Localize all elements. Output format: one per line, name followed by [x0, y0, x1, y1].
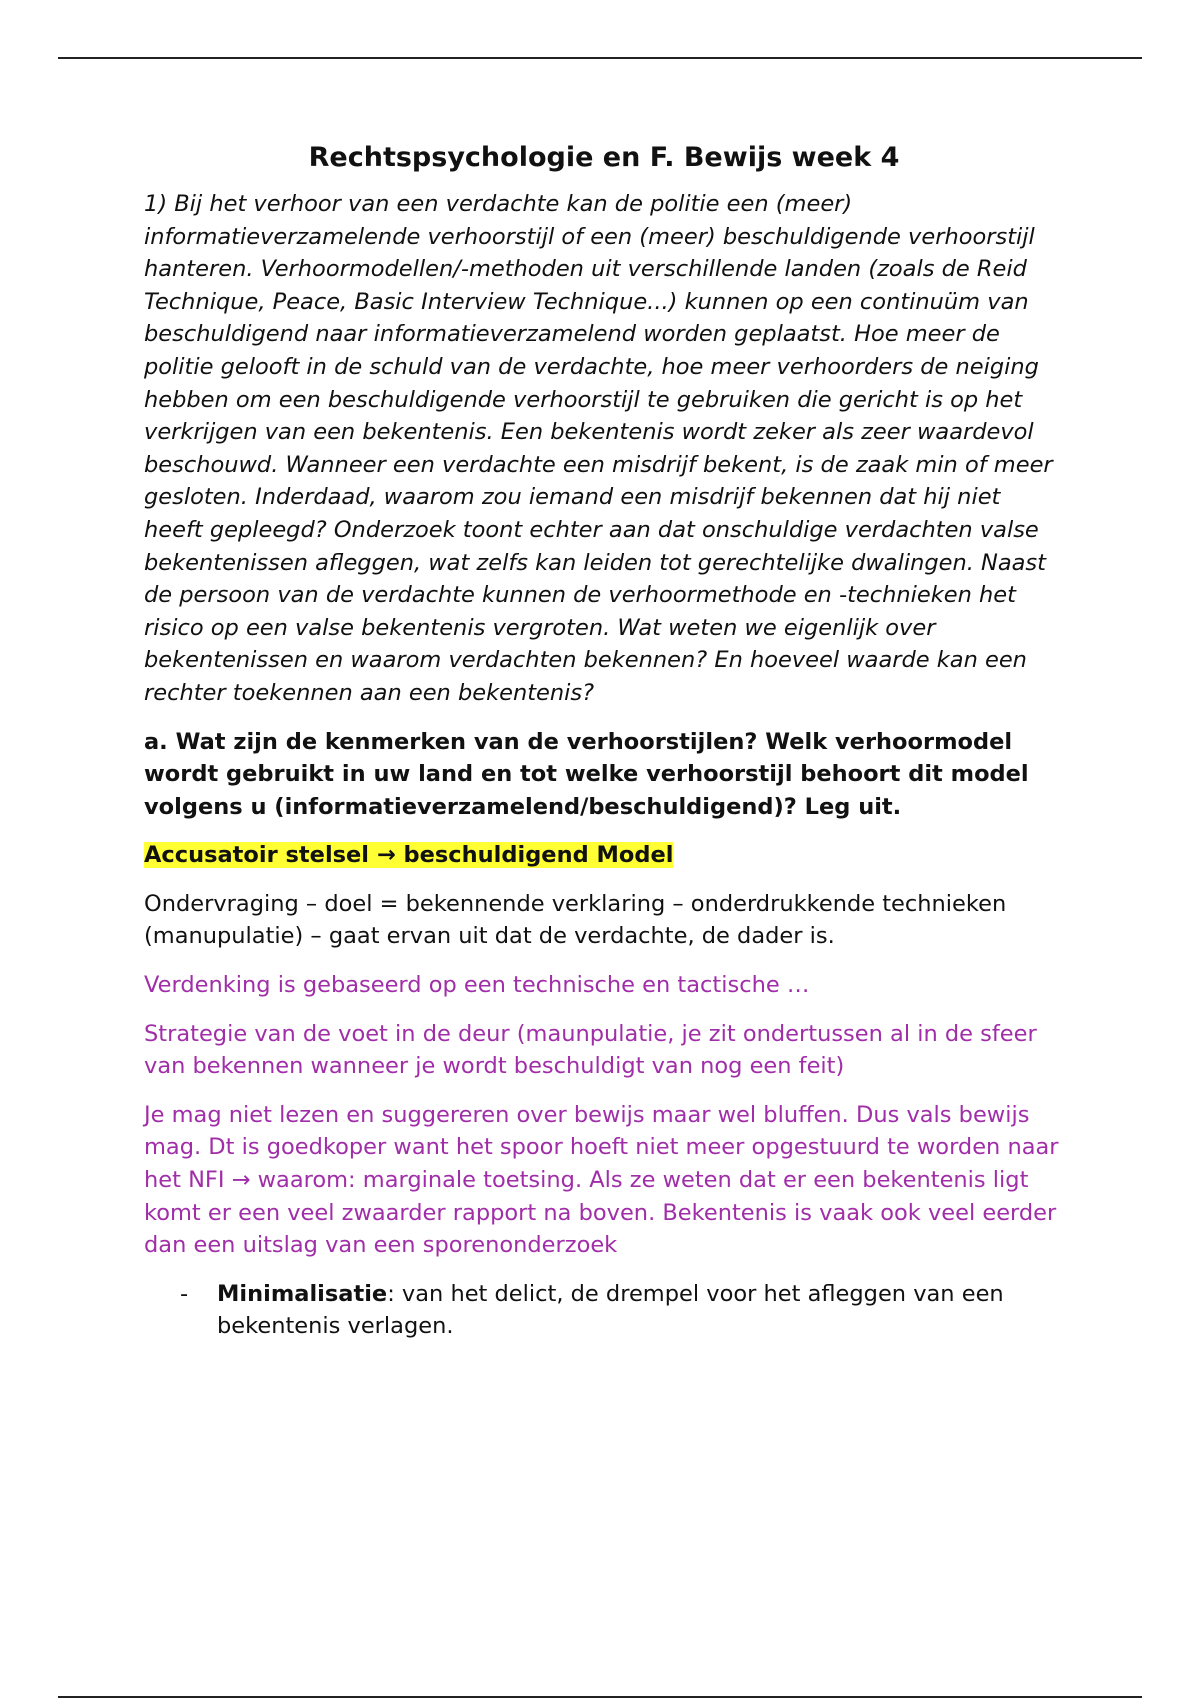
- highlight-text: Accusatoir stelsel → beschuldigend Model: [144, 842, 674, 869]
- question-a: a. Wat zijn de kenmerken van de verhoorstijlen? Welk verhoormodel wordt gebruikt in uw land en tot welke verhoorstijl behoort dit model volgens u (informatieverzamelend/beschuldigend)? Leg uit.: [144, 728, 1029, 820]
- list-item-term: Minimalisatie: [217, 1280, 388, 1307]
- purple-paragraph-verdenking: Verdenking is gebaseerd op een technische en tactische …: [144, 972, 810, 999]
- bullet-list: [144, 1278, 1064, 1343]
- list-bullet: -: [180, 1280, 189, 1307]
- purple-paragraph-bewijs: Je mag niet lezen en suggereren over bewijs maar wel bluffen. Dus vals bewijs mag. Dt is goedkoper want het spoor hoeft niet meer opgestuurd te worden naar het NFI → waarom: marginale toetsing. Als ze weten dat er een bekentenis ligt komt er een veel zwaarder rapport na boven. Bekentenis is vaak ook veel eerder dan een uitslag van een sporenonderzoek: [144, 1101, 1059, 1259]
- list-item-text: : van het delict, de drempel voor het afleggen van een bekentenis verlagen.: [217, 1280, 1004, 1340]
- highlighted-heading: [144, 839, 1064, 872]
- purple-paragraph-strategie: Strategie van de voet in de deur (maunpulatie, je zit ondertussen al in de sfeer van bekennen wanneer je wordt beschuldigt van nog een feit): [144, 1020, 1037, 1080]
- document-body: [144, 140, 1064, 1343]
- paragraph-ondervraging: Ondervraging – doel = bekennende verklaring – onderdrukkende technieken (manupulatie) – gaat ervan uit dat de verdachte, de dader is.: [144, 890, 1007, 950]
- top-rule: [58, 57, 1142, 59]
- list-item: [144, 1278, 1064, 1343]
- document-title: Rechtspsychologie en F. Bewijs week 4: [308, 142, 900, 173]
- intro-paragraph: 1) Bij het verhoor van een verdachte kan de politie een (meer) informatieverzamelende verhoorstijl of een (meer) beschuldigende verhoorstijl hanteren. Verhoormodellen/-methoden uit verschillende landen (zoals de Reid Technique, Peace, Basic Interview Technique...) kunnen op een continuüm van beschuldigend naar informatieverzamelend worden geplaatst. Hoe meer de politie gelooft in de schuld van de verdachte, hoe meer verhoorders de neiging hebben om een beschuldigende verhoorstijl te gebruiken die gericht is op het verkrijgen van een bekentenis. Een bekentenis wordt zeker als zeer waardevol beschouwd. Wanneer een verdachte een misdrijf bekent, is de zaak min of meer gesloten. Inderdaad, waarom zou iemand een misdrijf bekennen dat hij niet heeft gepleegd? Onderzoek toont echter aan dat onschuldige verdachten valse bekentenissen afleggen, wat zelfs kan leiden tot gerechtelijke dwalingen. Naast de persoon van de verdachte kunnen de verhoormethode en -technieken het risico op een valse bekentenis vergroten. Wat weten we eigenlijk over bekentenissen en waarom verdachten bekennen? En hoeveel waarde kan een rechter toekennen aan een bekentenis?: [144, 191, 1053, 706]
- bottom-rule: [58, 1696, 1142, 1698]
